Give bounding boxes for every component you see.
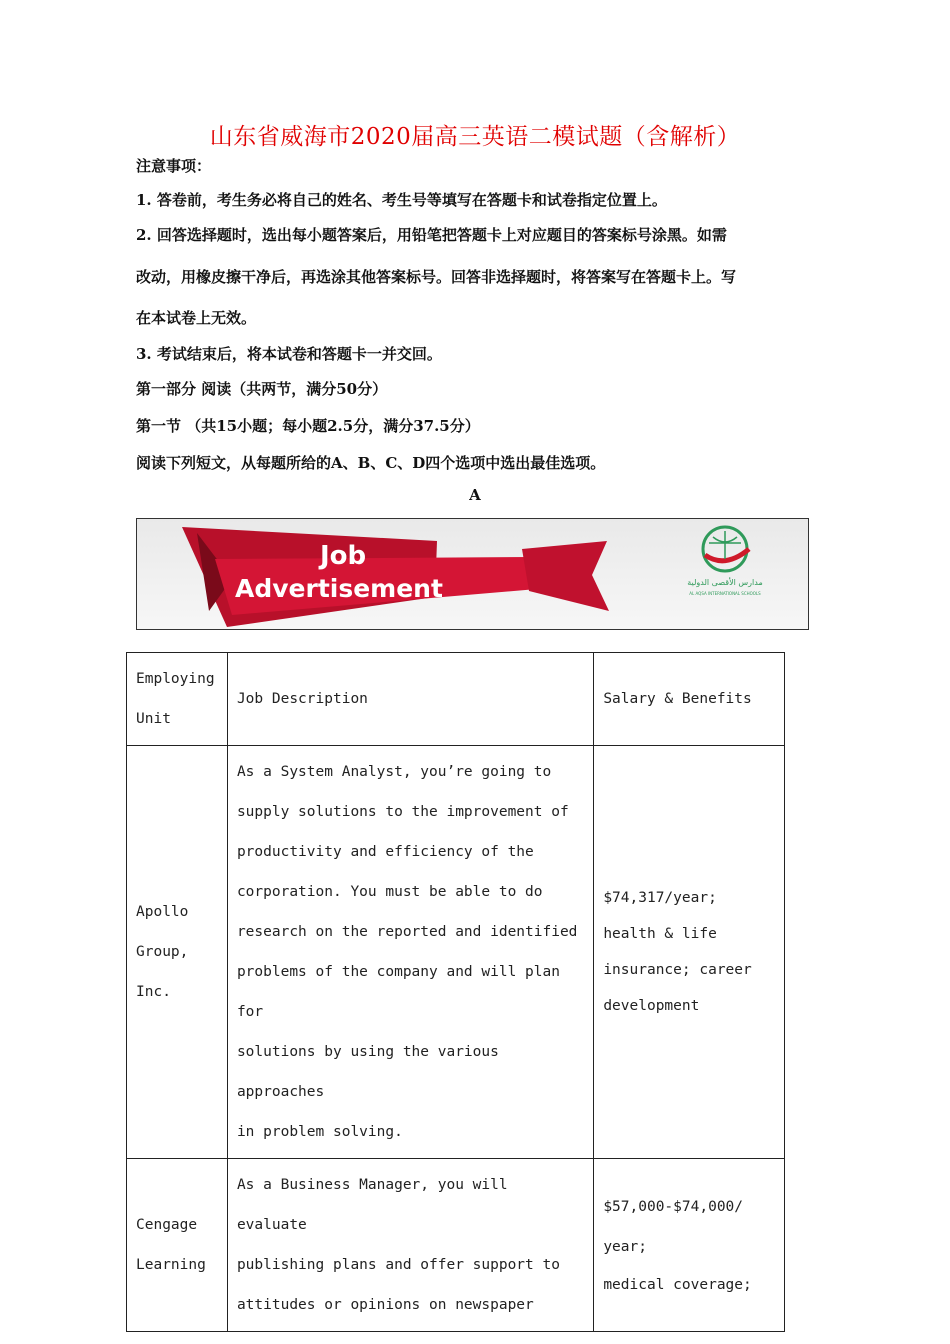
- row2-salary-line: $57,000-$74,000/: [603, 1199, 744, 1215]
- row1-unit-line-1: Apollo: [136, 904, 189, 920]
- job-advertisement-banner: [136, 518, 809, 630]
- row2-unit-line-1: Cengage: [136, 1217, 198, 1233]
- row1-unit-line-2: Group,: [136, 944, 189, 960]
- row1-salary-line: development: [603, 998, 700, 1014]
- header-salary-benefits: Salary & Benefits: [594, 653, 785, 746]
- notice-heading: 注意事项：: [136, 157, 212, 175]
- header-employing-unit: [127, 653, 228, 746]
- logo-english-text: AL AQSA INTERNATIONAL SCHOOLS: [689, 591, 761, 596]
- notice-item-2-line-2: 改动，用橡皮擦干净后，再选涂其他答案标号。回答非选择题时，将答案写在答题卡上。写: [136, 268, 737, 286]
- row1-desc-line: research on the reported and identified: [236, 924, 578, 940]
- row1-desc-line: corporation. You must be able to do: [236, 884, 543, 900]
- document-title: 山东省威海市2020届高三英语二模试题（含解析）: [209, 124, 741, 150]
- header-unit-line-2: Unit: [136, 711, 171, 727]
- notice-item-3: 3. 考试结束后，将本试卷和答题卡一并交回。: [136, 345, 442, 363]
- row2-unit-line-2: Learning: [136, 1257, 206, 1273]
- notice-item-2-line-1: 2. 回答选择题时，选出每小题答案后，用铅笔把答题卡上对应题目的答案标号涂黑。如需: [136, 226, 727, 244]
- table-row: [127, 1159, 785, 1332]
- row1-salary-line: insurance; career: [603, 962, 752, 978]
- logo-arabic-text: مدارس الأقصى الدولية: [687, 578, 763, 587]
- table-row: [127, 746, 785, 1159]
- notice-item-2-line-3: 在本试卷上无效。: [136, 309, 257, 327]
- row2-salary: [594, 1159, 785, 1332]
- table-header-row: [127, 653, 785, 746]
- banner-graphic: [137, 519, 808, 629]
- row2-unit: [127, 1159, 228, 1332]
- row1-desc-line: productivity and efficiency of the: [236, 844, 534, 860]
- row1-description: [227, 746, 593, 1159]
- header-unit-line-1: Employing: [136, 671, 215, 687]
- notice-item-1: 1. 答卷前，考生务必将自己的姓名、考生号等填写在答题卡和试卷指定位置上。: [136, 191, 667, 209]
- banner-word-advertisement: Advertisement: [235, 574, 443, 603]
- instruction-text: 阅读下列短文，从每题所给的A、B、C、D四个选项中选出最佳选项。: [136, 454, 606, 472]
- passage-label: A: [469, 486, 481, 504]
- row1-salary: [594, 746, 785, 1159]
- row2-desc-line: attitudes or opinions on newspaper: [236, 1297, 534, 1313]
- row1-unit: [127, 746, 228, 1159]
- row2-desc-line: As a Business Manager, you will evaluate: [236, 1177, 508, 1233]
- row1-desc-line: As a System Analyst, you’re going to: [236, 764, 552, 780]
- banner-word-job: Job: [320, 541, 367, 571]
- row1-desc-line: problems of the company and will plan for: [236, 964, 560, 1020]
- row2-desc-line: publishing plans and offer support to: [236, 1257, 560, 1273]
- header-job-description: Job Description: [227, 653, 593, 746]
- section-heading: 第一节 （共15小题；每小题2.5分，满分37.5分）: [136, 417, 480, 435]
- row1-unit-line-3: Inc.: [136, 984, 171, 1000]
- row1-salary-line: $74,317/year;: [603, 890, 717, 906]
- row2-salary-line: medical coverage;: [603, 1277, 752, 1293]
- row2-salary-line: year;: [603, 1239, 647, 1255]
- row1-desc-line: supply solutions to the improvement of: [236, 804, 569, 820]
- row2-description: [227, 1159, 593, 1332]
- row1-salary-line: health & life: [603, 926, 717, 942]
- part-heading: 第一部分 阅读（共两节，满分50分）: [136, 380, 388, 398]
- job-table: [126, 652, 785, 1332]
- row1-desc-line: solutions by using the various approaches: [236, 1044, 499, 1100]
- row1-desc-line: in problem solving.: [236, 1124, 403, 1140]
